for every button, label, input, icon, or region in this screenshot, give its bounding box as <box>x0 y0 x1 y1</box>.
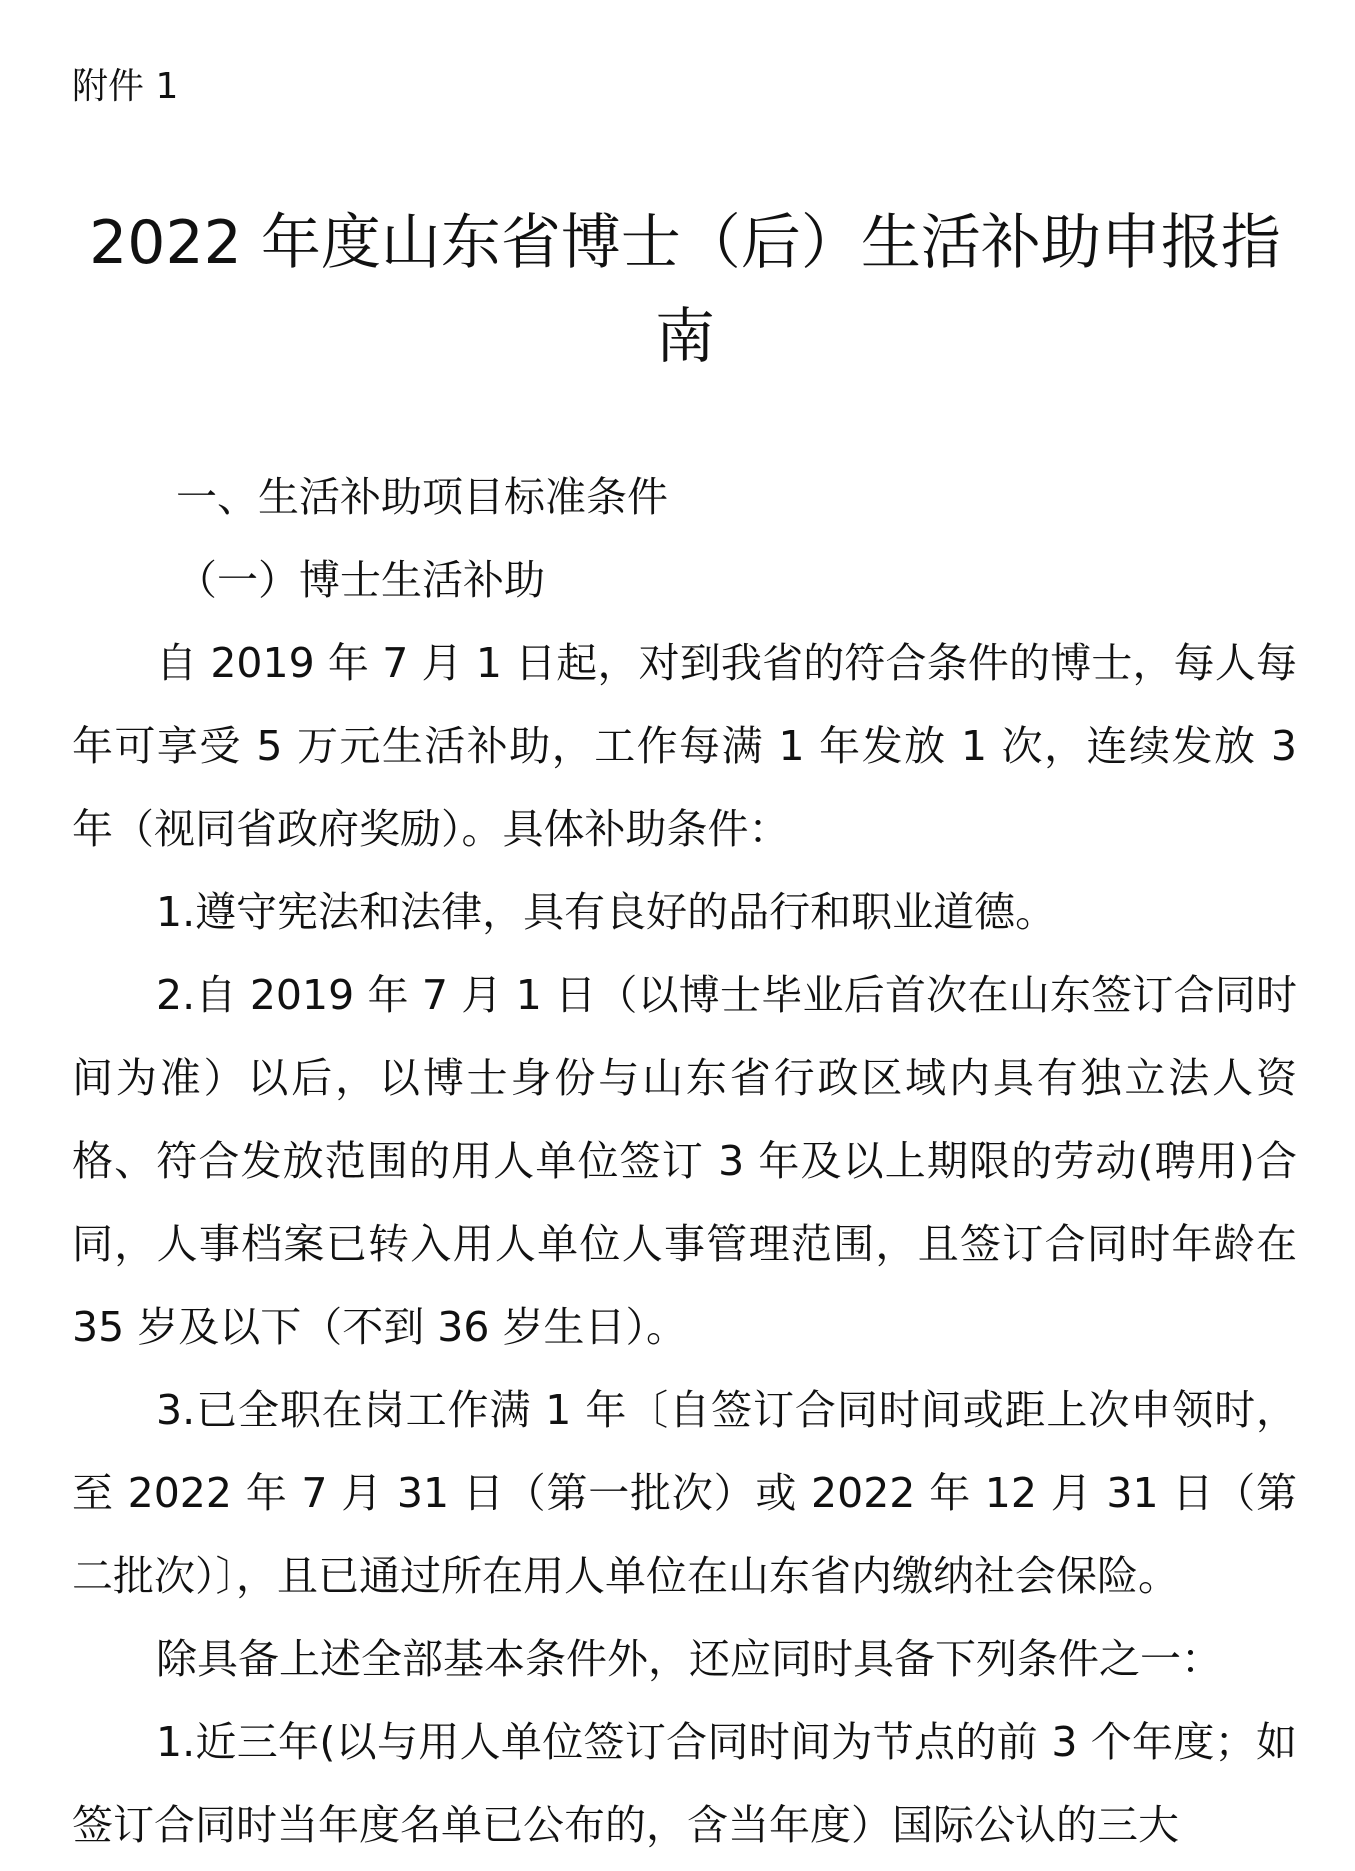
paragraph-condition-3: 3.已全职在岗工作满 1 年〔自签订合同时间或距上次申领时，至 2022 年 7 月 31 日（第一批次）或 2022 年 12 月 31 日（第二批次）〕，且已通过所在用人单位在山东省内缴纳社会保险。 <box>72 1386 1297 1600</box>
paragraph-condition-2: 2.自 2019 年 7 月 1 日（以博士毕业后首次在山东签订合同时间为准）以后，以博士身份与山东省行政区域内具有独立法人资格、符合发放范围的用人单位签订 3 年及以上期限的劳动(聘用)合同，人事档案已转入用人单位人事管理范围，且签订合同时年龄在 35 岁及以下（不到 36 岁生日）。 <box>72 971 1297 1351</box>
document-body <box>72 456 1297 1867</box>
paragraph-condition-1: 1.遵守宪法和法律，具有良好的品行和职业道德。 <box>156 888 1057 936</box>
attachment-label: 附件 1 <box>72 66 179 107</box>
paragraph-additional-1: 1.近三年(以与用人单位签订合同时间为节点的前 3 个年度；如签订合同时当年度名单已公布的，含当年度）国际公认的三大 <box>72 1718 1297 1849</box>
section-heading: 一、生活补助项目标准条件 <box>176 473 668 521</box>
document-title: 2022 年度山东省博士（后）生活补助申报指南 <box>89 208 1281 372</box>
paragraph-intro: 自 2019 年 7 月 1 日起，对到我省的符合条件的博士，每人每年可享受 5 万元生活补助，工作每满 1 年发放 1 次，连续发放 3 年（视同省政府奖励）。具体补助条件： <box>72 639 1297 853</box>
paragraph-additional: 除具备上述全部基本条件外，还应同时具备下列条件之一： <box>156 1635 1222 1683</box>
subsection-heading: （一）博士生活补助 <box>176 556 545 604</box>
